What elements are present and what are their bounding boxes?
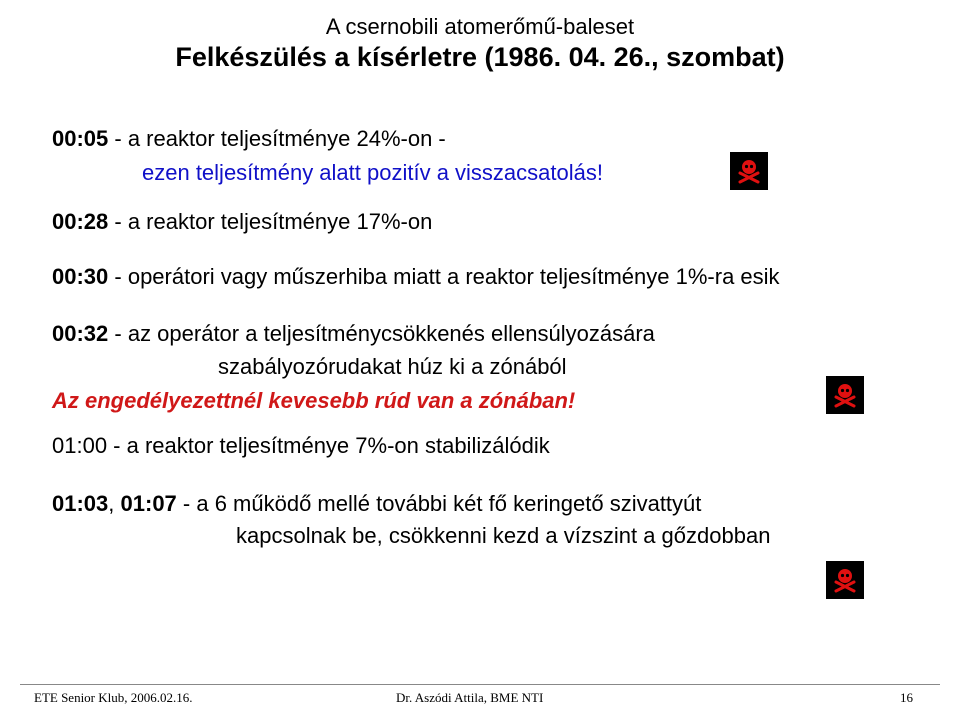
entry-text: - a 6 működő mellé további két fő keringető szivattyút [176,491,702,516]
entry-0030 [52,264,780,290]
timestamp: 00:32 [52,321,109,346]
skull-crossbones-icon [826,376,864,414]
entry-continuation: kapcsolnak be, csökkenni kezd a vízszint a gőzdobban [236,523,771,548]
timestamp: 00:28 [52,209,109,234]
entry-0005 [52,126,446,152]
timestamp: 00:05 [52,126,109,151]
entry-text: - operátori vagy műszerhiba miatt a reaktor teljesítménye 1%-ra esik [108,264,780,289]
entry-0032 [52,321,655,347]
timestamp: 01:03 [52,491,109,516]
entry-0103-0107 [52,491,701,517]
slide-title: Felkészülés a kísérletre (1986. 04. 26., szombat) [175,42,785,72]
timestamp: 00:30 [52,264,109,289]
entry-0028 [52,209,432,235]
positive-feedback-note: ezen teljesítmény alatt pozitív a visszacsatolás! [142,160,603,185]
entry-text: - a reaktor teljesítménye 24%-on - [108,126,446,151]
control-rod-warning: Az engedélyezettnél kevesebb rúd van a zónában! [52,388,576,413]
timestamp: 01:07 [120,491,177,516]
footer-author: Dr. Aszódi Attila, BME NTI [396,690,544,705]
page-number: 16 [900,690,913,705]
entry-text: - a reaktor teljesítménye 7%-on stabilizálódik [107,433,550,458]
presentation-supertitle: A csernobili atomerőmű-baleset [325,14,635,39]
entry-continuation: szabályozórudakat húz ki a zónából [218,354,567,379]
timestamp: 01:00 [52,433,108,458]
footer-event: ETE Senior Klub, 2006.02.16. [34,690,193,705]
timestamp-separator: , [108,491,121,516]
entry-text: - a reaktor teljesítménye 17%-on [108,209,433,234]
skull-crossbones-icon [826,561,864,599]
skull-crossbones-icon [730,152,768,190]
entry-0100 [52,433,550,459]
footer-divider [20,684,940,685]
entry-text: - az operátor a teljesítménycsökkenés ellensúlyozására [108,321,655,346]
